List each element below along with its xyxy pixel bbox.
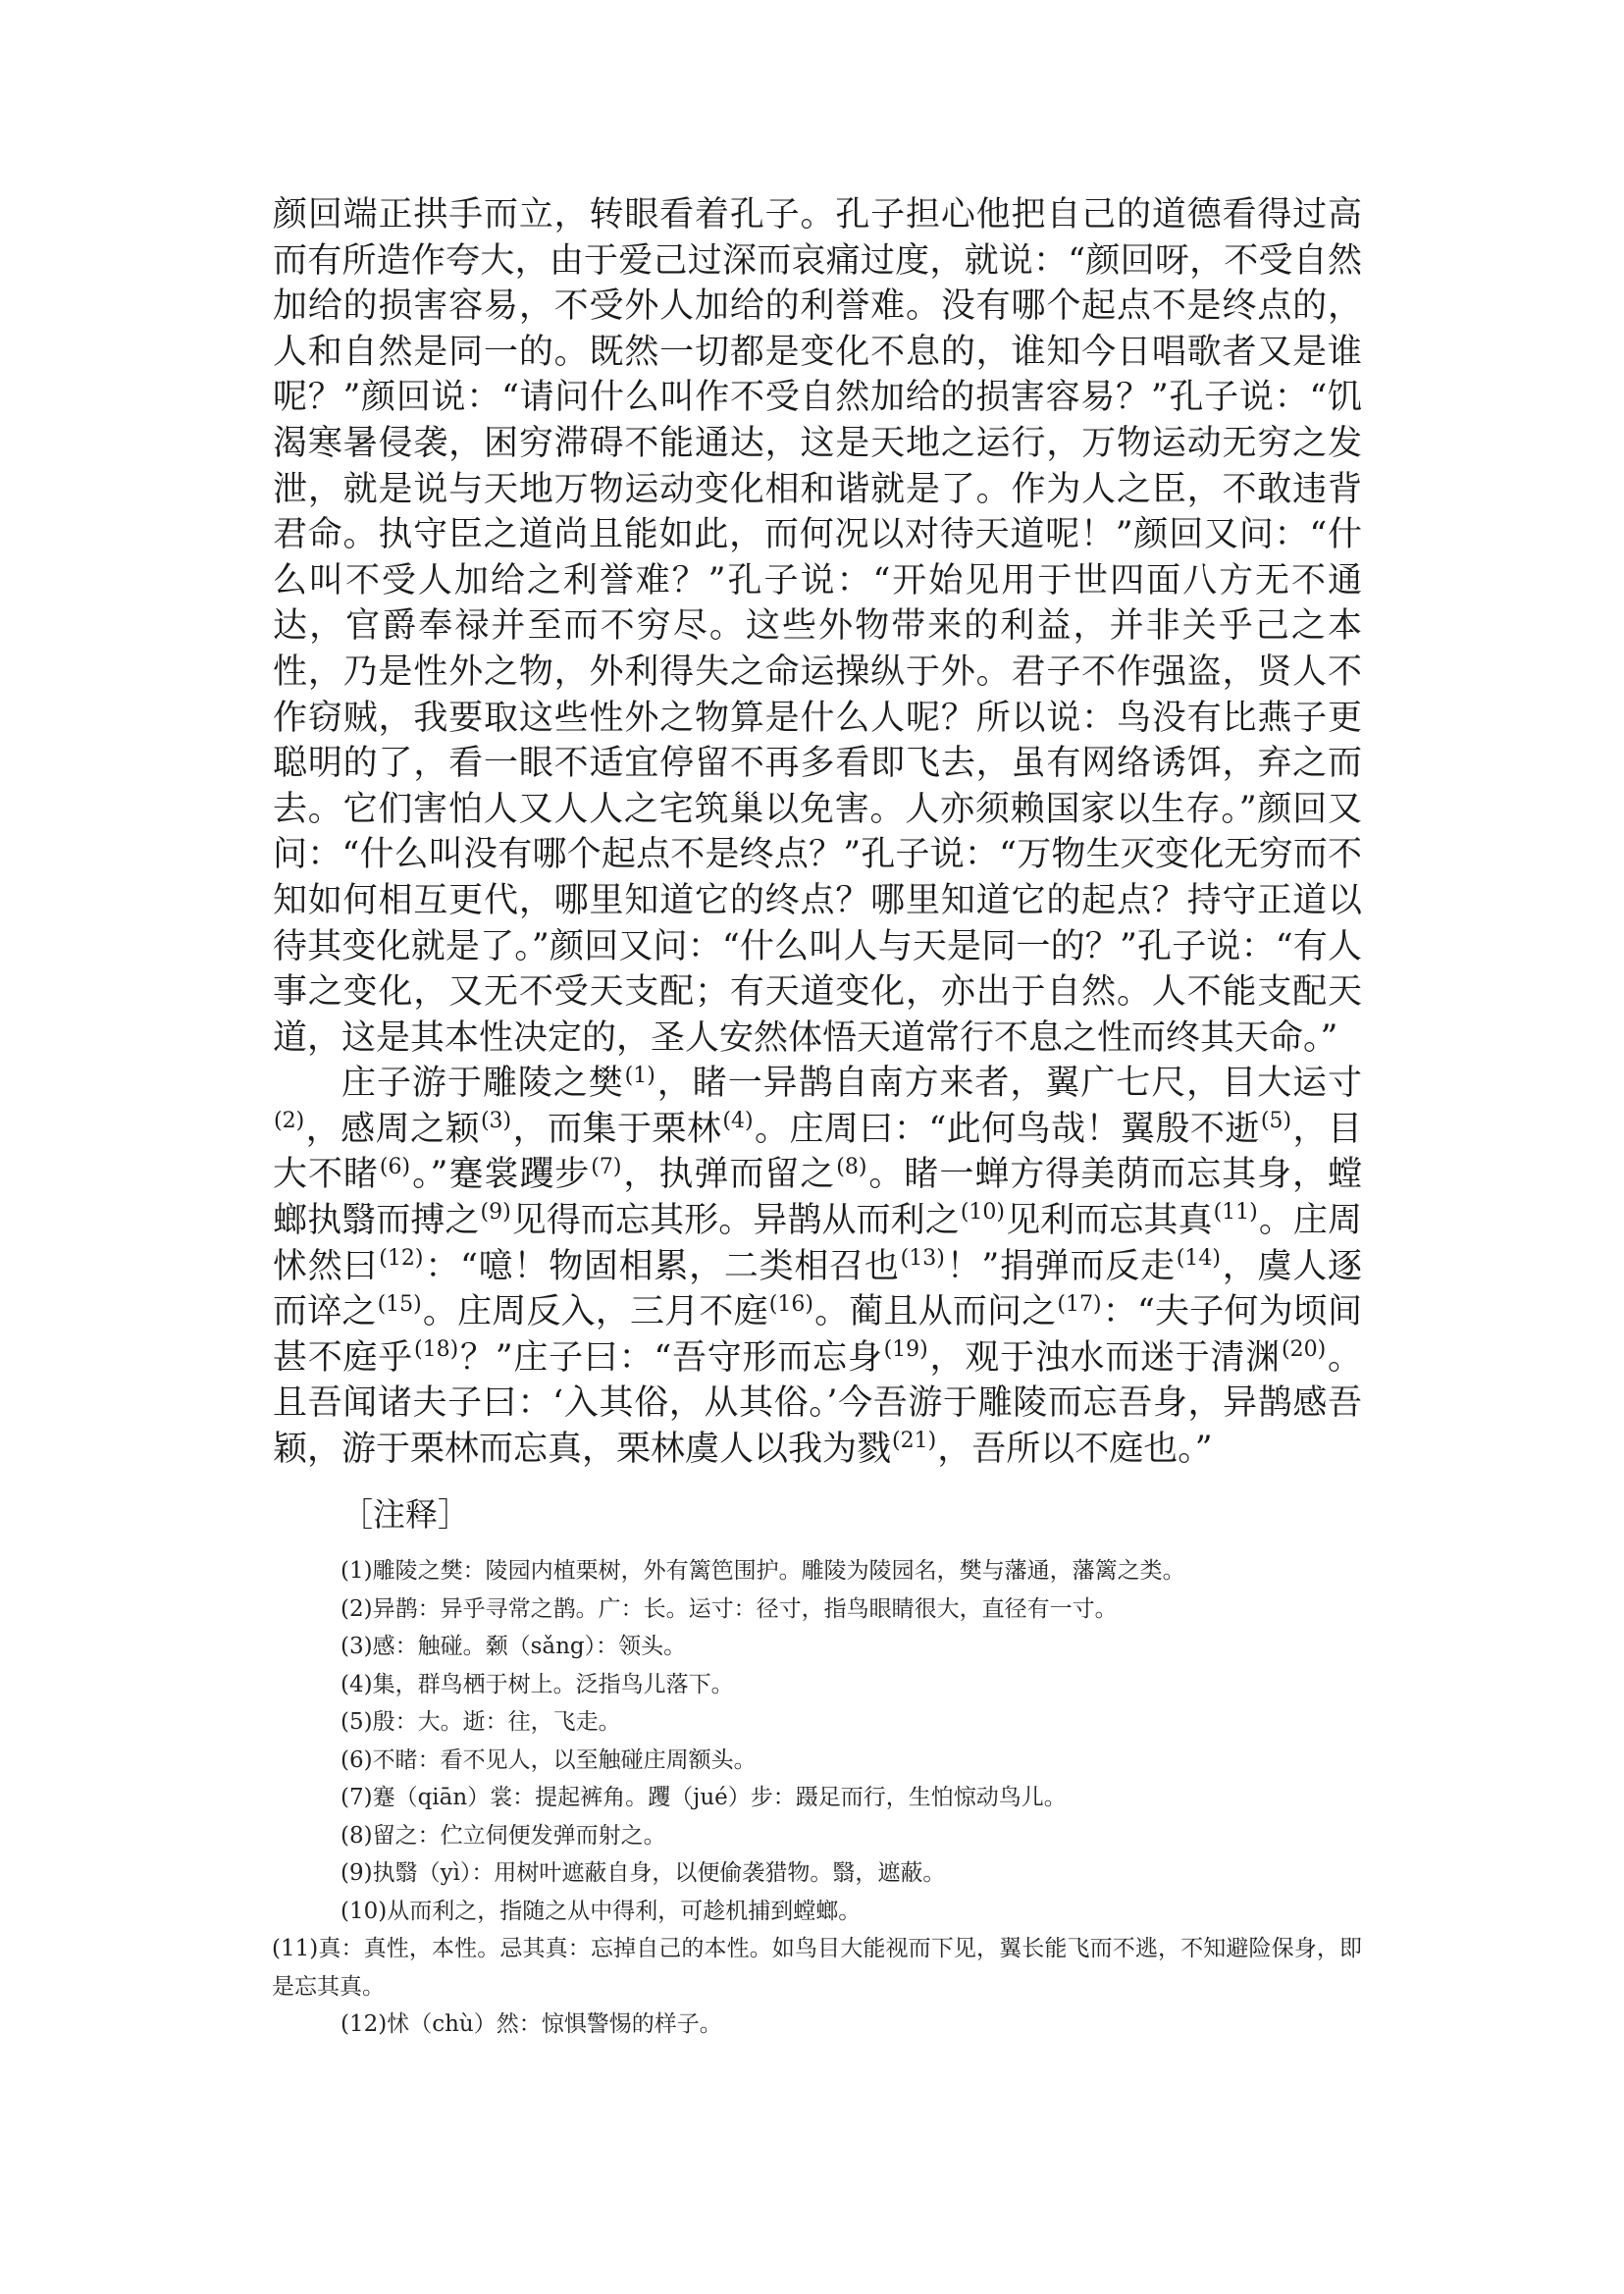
text-run: 。且吾闻诸夫子曰：‘入其俗，从其俗。’今吾游于雕陵而忘吾身，异鹊感吾颖，游于栗林而忘真，栗林虞人以我为戮 [273,1337,1362,1470]
footnote-marker: (1) [624,1063,655,1088]
text-run: ，目大不睹 [273,1109,1362,1195]
note-item: (9)执翳（yì）：用树叶遮蔽自身，以便偷袭猎物。翳，遮蔽。 [341,1860,946,1886]
footnote-marker: (8) [836,1154,867,1179]
note-item: (2)异鹊：异乎寻常之鹊。广：长。运寸：径寸，指鸟眼睛很大，直径有一寸。 [341,1595,1118,1622]
text-run: ，感周之颖 [305,1109,480,1149]
text-run: ，执弹而留之 [622,1155,836,1195]
note-item: (12)怵（chù）然：惊惧警惕的样子。 [341,2011,722,2037]
text-run: 。睹一蝉方得美荫而忘其身，螳螂执翳而搏之 [273,1155,1362,1241]
text-run: ？”庄子曰：“吾守形而忘身 [459,1337,883,1378]
text-run: 。庄周反入，三月不庭 [422,1292,768,1332]
text-run: ：“噫！物固相累，二类相召也 [424,1246,900,1286]
note-item: (3)感：触碰。颡（sǎng）：领头。 [341,1634,687,1659]
note-item: (5)殷：大。逝：往，飞走。 [341,1709,621,1735]
footnote-marker: (11) [1213,1200,1258,1225]
footnote-marker: (21) [892,1429,937,1454]
text-run: ，虞人逐而谇之 [273,1246,1362,1332]
note-item: (11)真：真性，本性。忌其真：忘掉自己的本性。如鸟目大能视而下见，翼长能飞而不逃，不知避险保身，即是忘其真。 [272,1936,1362,2000]
note-item: (4)集，群鸟栖于树上。泛指鸟儿落下。 [341,1671,734,1697]
text-run: ！”捐弹而反走 [945,1246,1176,1286]
text-run: ，吾所以不庭也。” [937,1430,1213,1470]
footnote-marker: (13) [900,1246,945,1271]
text-run: 庄子游于雕陵之樊 [341,1064,624,1104]
text-run: ，睹一异鹊自南方来者，翼广七尺，目大运寸 [655,1064,1362,1104]
footnote-marker: (7) [591,1154,622,1179]
footnote-marker: (6) [379,1154,411,1179]
text-run: 。”蹇裳躩步 [411,1155,591,1195]
footnote-marker: (19) [883,1337,928,1363]
note-item: (1)雕陵之樊：陵园内植栗树，外有篱笆围护。雕陵为陵园名，樊与藩通，藩篱之类。 [341,1558,1185,1584]
footnote-marker: (4) [722,1109,754,1134]
notes-title: ［注释］ [341,1495,470,1534]
footnote-marker: (20) [1282,1337,1327,1363]
text-run: 见利而忘其真 [1005,1201,1213,1241]
main-text [273,192,1362,1473]
text-run: ，观于浊水而迷于清渊 [928,1337,1282,1378]
note-item: (10)从而利之，指随之从中得利，可趁机捕到螳螂。 [341,1898,862,1924]
footnote-marker: (15) [377,1291,422,1317]
footnote-marker: (5) [1260,1109,1292,1134]
text-run: ，而集于栗林 [512,1109,722,1149]
text-run: 。蔺且从而问之 [813,1292,1057,1332]
text-run: 见得而忘其形。异鹊从而利之 [511,1201,960,1241]
note-item: (6)不睹：看不见人，以至触碰庄周额头。 [341,1747,757,1773]
footnote-marker: (16) [768,1291,813,1317]
note-item: (8)留之：伫立伺便发弹而射之。 [341,1822,666,1849]
notes-section [272,1495,1362,2044]
footnote-marker: (3) [480,1109,512,1134]
footnote-marker: (9) [480,1200,511,1225]
footnote-marker: (14) [1176,1246,1221,1271]
footnote-marker: (10) [960,1200,1005,1225]
text-run: 。庄周曰：“此何鸟哉！翼殷不逝 [754,1109,1260,1149]
note-item: (7)蹇（qiān）裳：提起裤角。躩（jué）步：蹑足而行，生怕惊动鸟儿。 [341,1785,1067,1810]
footnote-marker: (12) [379,1246,424,1271]
footnote-marker: (2) [274,1109,305,1134]
paragraph-2 [273,1061,1362,1472]
paragraph-1: 颜回端正拱手而立，转眼看着孔子。孔子担心他把自己的道德看得过高而有所造作夸大，由于爱己过深而哀痛过度，就说：“颜回呀，不受自然加给的损害容易，不受外人加给的利誉难。没有哪个起点不是终点的，人和自然是同一的。既然一切都是变化不息的，谁知今日唱歌者又是谁呢？”颜回说：“请问什么叫作不受自然加给的损害容易？”孔子说：“饥渴寒暑侵袭，困穷滞碍不能通达，这是天地之运行，万物运动无穷之发泄，就是说与天地万物运动变化相和谐就是了。作为人之臣，不敢违背君命。执守臣之道尚且能如此，而何况以对待天道呢！”颜回又问：“什么叫不受人加给之利誉难？”孔子说：“开始见用于世四面八方无不通达，官爵奉禄并至而不穷尽。这些外物带来的利益，并非关乎己之本性，乃是性外之物，外利得失之命运操纵于外。君子不作强盗，贤人不作窃贼，我要取这些性外之物算是什么人呢？所以说：鸟没有比燕子更聪明的了，看一眼不适宜停留不再多看即飞去，虽有网络诱饵，弃之而去。它们害怕人又人人之宅筑巢以免害。人亦须赖国家以生存。”颜回又问：“什么叫没有哪个起点不是终点？”孔子说：“万物生灭变化无穷而不知如何相互更代，哪里知道它的终点？哪里知道它的起点？持守正道以待其变化就是了。”颜回又问：“什么叫人与天是同一的？”孔子说：“有人事之变化，又无不受天支配；有天道变化，亦出于自然。人不能支配天道，这是其本性决定的，圣人安然体悟天道常行不息之性而终其天命。” [273,195,1362,1058]
text-run: ：“夫子何为顷间甚不庭乎 [273,1292,1362,1378]
footnote-marker: (18) [414,1337,459,1363]
text-run: 。庄周怵然曰 [273,1201,1362,1286]
footnote-marker: (17) [1057,1291,1102,1317]
